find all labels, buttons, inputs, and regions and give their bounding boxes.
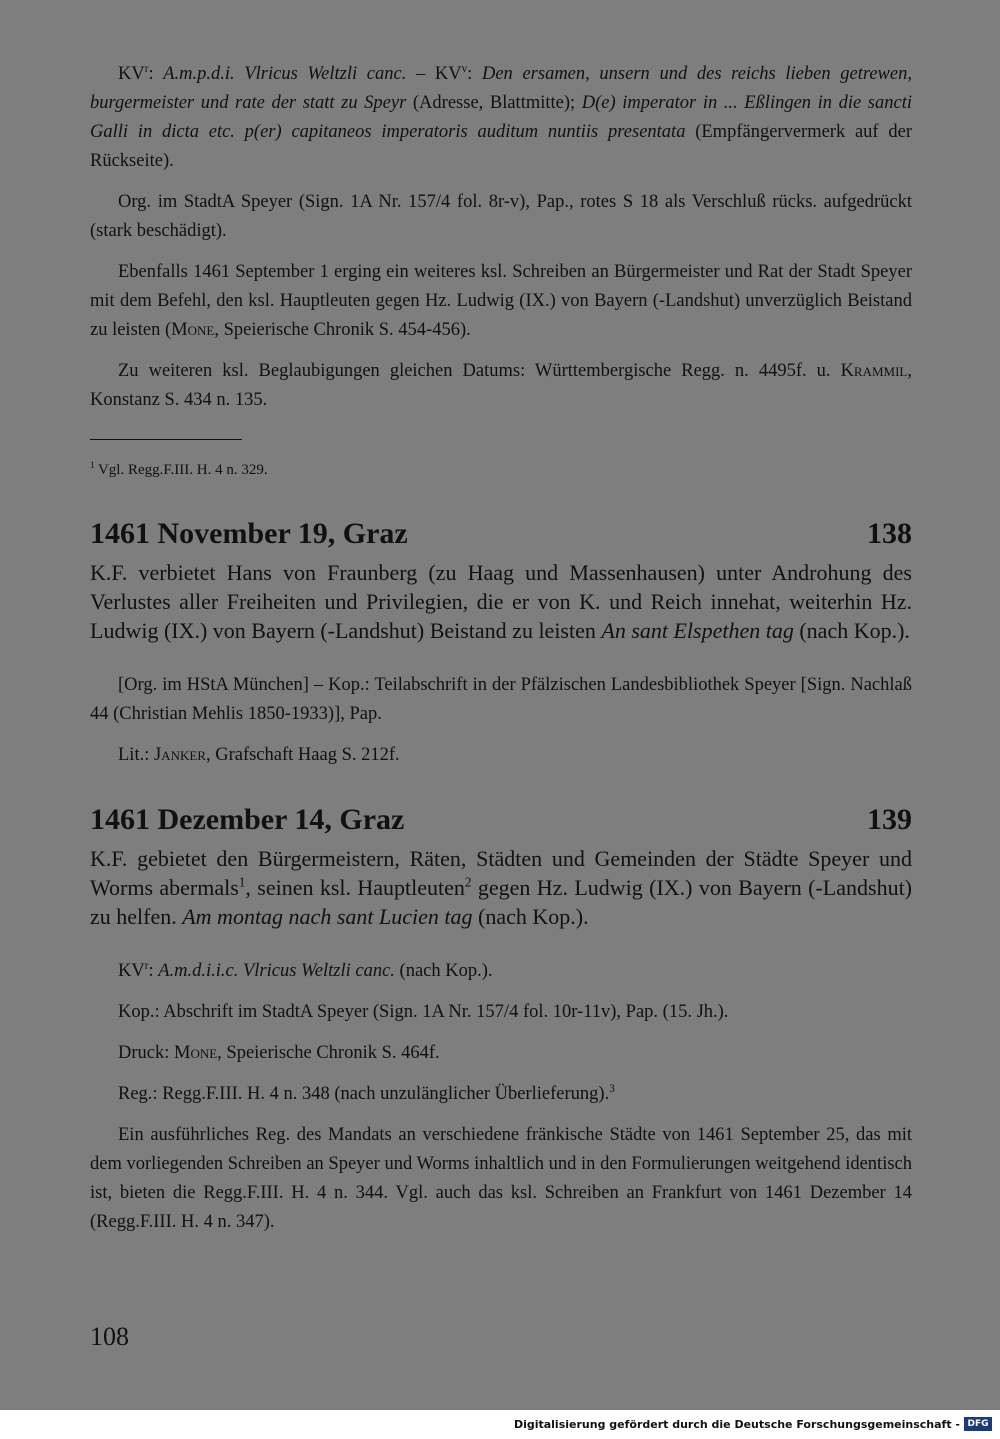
text-run: r bbox=[144, 62, 149, 75]
text-run: (nach Kop.). bbox=[472, 904, 589, 929]
footer-text: Digitalisierung gefördert durch die Deutsche Forschungsgemeinschaft - bbox=[513, 1417, 960, 1431]
text-run: Druck: bbox=[118, 1043, 174, 1063]
text-run: Krammil bbox=[840, 361, 908, 381]
text-run: gegen Hz. Ludwig (IX.) von Bayern (-Landshut) zu helfen. bbox=[90, 875, 913, 929]
text-run: An sant Elspethen tag bbox=[601, 618, 794, 643]
dfg-footer bbox=[514, 1417, 992, 1431]
footnote-rule bbox=[90, 439, 242, 440]
text-run: K.F. verbietet Hans von Fraunberg (zu Haag und Massenhausen) unter Androhung des Verlustes aller Freiheiten und Privilegien, die er von K. und Reich innehat, weiterhin Hz. Ludwig (IX.) von Bayern (-Landshut) Beistand zu leisten bbox=[90, 560, 912, 643]
text-run: Mone bbox=[171, 320, 215, 340]
text-run: : bbox=[148, 64, 164, 84]
text-run: , Speierische Chronik S. 454-456). bbox=[214, 320, 471, 340]
text-run: (Empfängervermerk auf der Rückseite). bbox=[90, 122, 912, 171]
text-run: , seinen ksl. Hauptleuten bbox=[245, 875, 465, 900]
text-run: (nach Kop.). bbox=[394, 961, 493, 981]
text-run: 3 bbox=[609, 1082, 615, 1095]
zu-weiteren-paragraph bbox=[90, 357, 912, 415]
text-run: Vgl. Regg.F.III. H. 4 n. 329. bbox=[94, 462, 268, 478]
entry-139-heading bbox=[90, 800, 912, 840]
entry-139-kop bbox=[90, 998, 912, 1027]
page-content bbox=[90, 60, 912, 1237]
text-run: : bbox=[148, 961, 159, 981]
text-run: K.F. gebietet den Bürgermeistern, Räten, Städten und Gemeinden der Städte Speyer und Worms abermals bbox=[90, 846, 912, 900]
footnote bbox=[90, 460, 912, 480]
text-run: Am montag nach sant Lucien tag bbox=[182, 904, 473, 929]
text-run: KV bbox=[118, 64, 145, 84]
text-run: (nach Kop.). bbox=[793, 618, 910, 643]
entry-139-kv bbox=[90, 957, 912, 986]
ebenfalls-paragraph bbox=[90, 258, 912, 345]
text-run: Reg.: Regg.F.III. H. 4 n. 348 (nach unzulänglicher Überlieferung). bbox=[118, 1084, 610, 1104]
text-run: A.m.d.i.i.c. Vlricus Weltzli canc. bbox=[158, 961, 395, 981]
entry-139-druck bbox=[90, 1039, 912, 1068]
entry-138-org bbox=[90, 671, 912, 729]
text-run: 1 bbox=[238, 874, 246, 890]
dfg-logo-icon: DFG bbox=[964, 1417, 992, 1431]
text-run: Janker bbox=[153, 745, 206, 765]
entry-139-reg bbox=[90, 1080, 912, 1109]
text-run: Ebenfalls 1461 September 1 erging ein weiteres ksl. Schreiben an Bürgermeister und Rat der Stadt Speyer mit dem Befehl, den ksl. Hauptleuten gegen Hz. Ludwig (IX.) von Bayern (-Landshut) unverzüglich Beistand zu leisten ( bbox=[90, 262, 912, 340]
entry-139-number: 139 bbox=[867, 803, 912, 836]
text-run: , Konstanz S. 434 n. 135. bbox=[90, 361, 912, 410]
text-run: [Org. im HStA München] – Kop.: Teilabschrift in der Pfälzischen Landesbibliothek Speyer [Sign. Nachlaß 44 (Christian Mehlis 1850-1933)], Pap. bbox=[90, 675, 912, 724]
entry-138-summary bbox=[90, 558, 912, 645]
entry-139-summary bbox=[90, 844, 912, 931]
text-run: v bbox=[461, 62, 468, 75]
text-run: A.m.p.d.i. Vlricus Weltzli canc. bbox=[163, 64, 407, 84]
entry-138-date: 1461 November 19, Graz bbox=[90, 517, 408, 550]
text-run: Den ersamen, unsern und des reichs lieben getrewen, burgermeister und rate der statt zu Speyr bbox=[90, 64, 912, 113]
entry-139-ein bbox=[90, 1121, 912, 1237]
text-run: Mone bbox=[174, 1043, 218, 1063]
text-run: 1 bbox=[90, 460, 95, 470]
text-run: Zu weiteren ksl. Beglaubigungen gleichen Datums: Württembergische Regg. n. 4495f. u. bbox=[118, 361, 841, 381]
text-run: Kop.: Abschrift im StadtA Speyer (Sign. 1A Nr. 157/4 fol. 10r-11v), Pap. (15. Jh.). bbox=[118, 1002, 729, 1022]
entry-138-lit bbox=[90, 741, 912, 770]
text-run: Ein ausführliches Reg. des Mandats an verschiedene fränkische Städte von 1461 September 25, das mit dem vorliegenden Schreiben an Speyer und Worms inhaltlich und in den Formulierungen weitgehend identisch ist, bieten die Regg.F.III. H. 4 n. 344. Vgl. auch das ksl. Schreiben an Frankfurt von 1461 Dezember 14 (Regg.F.III. H. 4 n. 347). bbox=[90, 1125, 912, 1232]
text-run: Lit.: bbox=[118, 745, 154, 765]
text-run: KV bbox=[118, 961, 145, 981]
text-run: , Speierische Chronik S. 464f. bbox=[217, 1043, 440, 1063]
entry-139-date: 1461 Dezember 14, Graz bbox=[90, 803, 405, 836]
kv-paragraph bbox=[90, 60, 912, 176]
text-run: : bbox=[467, 64, 482, 84]
text-run: – KV bbox=[406, 64, 462, 84]
text-run: Org. im StadtA Speyer (Sign. 1A Nr. 157/4 fol. 8r-v), Pap., rotes S 18 als Verschluß rücks. aufgedrückt (stark beschädigt). bbox=[90, 192, 912, 241]
page-number: 108 bbox=[90, 1322, 129, 1351]
text-run: r bbox=[144, 959, 149, 972]
entry-138-number: 138 bbox=[867, 517, 912, 550]
text-run: 2 bbox=[464, 874, 472, 890]
text-run: D(e) imperator in ... Eßlingen in die sancti Galli in dicta etc. p(er) capitaneos imperatoris auditum nuntiis presentata bbox=[90, 93, 912, 142]
text-run: , Grafschaft Haag S. 212f. bbox=[205, 745, 400, 765]
org-paragraph bbox=[90, 188, 912, 246]
entry-138-heading bbox=[90, 514, 912, 554]
text-run: (Adresse, Blattmitte); bbox=[406, 93, 582, 113]
